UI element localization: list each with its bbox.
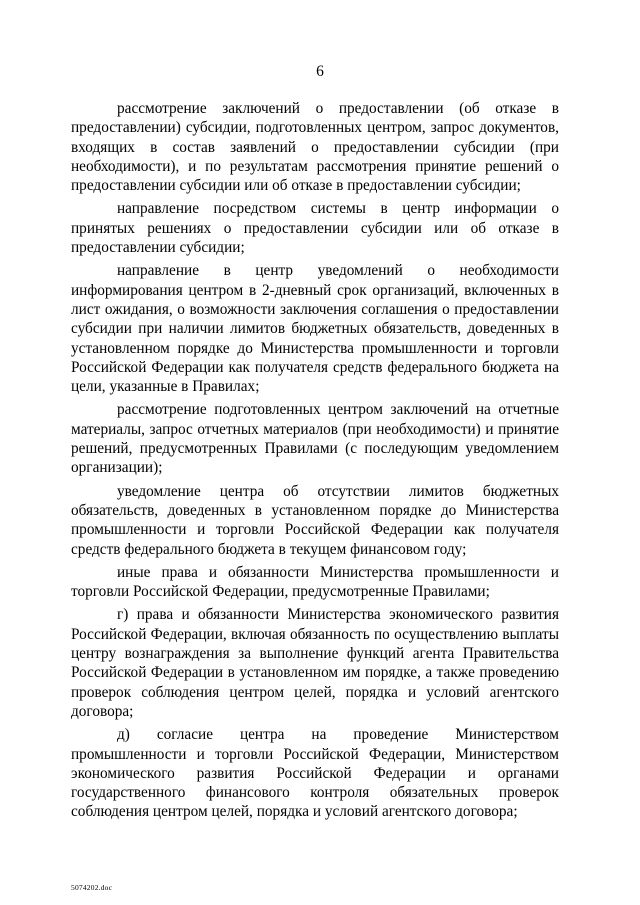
paragraph-notify-no-limits: уведомление центра об отсутствии лимитов бюджетных обязательств, доведенных в установленном порядке до Министерства промышленности и торговли Российской Федерации как получателя средств федерального бюджета в текущем финансовом году; <box>71 482 559 558</box>
paragraph-review-reports: рассмотрение подготовленных центром заключений на отчетные материалы, запрос отчетных материалов (при необходимости) и принятие решений, предусмотренных Правилами (с последующим уведомлением организации); <box>71 401 559 477</box>
paragraph-send-decisions: направление посредством системы в центр информации о принятых решениях о предоставлении субсидии или об отказе в предоставлении субсидии; <box>71 200 559 257</box>
paragraph-item-g: г) права и обязанности Министерства экономического развития Российской Федерации, включая обязанность по осуществлению выплаты центру вознаграждения за выполнение функций агента Правительства Российской Федерации в установленном им порядке, а также проведению проверок соблюдения центром целей, порядка и условий агентского договора; <box>71 606 559 720</box>
paragraph-other-rights: иные права и обязанности Министерства промышленности и торговли Российской Федерации, предусмотренные Правилами; <box>71 563 559 601</box>
paragraph-notify-waiting-list: направление в центр уведомлений о необходимости информирования центром в 2-дневный срок организаций, включенных в лист ожидания, о возможности заключения соглашения о предоставлении субсидии при наличии лимитов бюджетных обязательств, доведенных в установленном порядке до Министерства промышленности и торговли Российской Федерации как получателя средств федерального бюджета на цели, указанные в Правилах; <box>71 262 559 396</box>
page-number: 6 <box>316 63 324 80</box>
document-body <box>71 99 559 826</box>
document-file-code: 5074202.doc <box>71 883 113 892</box>
paragraph-review-conclusions: рассмотрение заключений о предоставлении (об отказе в предоставлении) субсидии, подготовленных центром, запрос документов, входящих в состав заявлений о предоставлении субсидии (при необходимости), и по результатам рассмотрения принятие решений о предоставлении субсидии или об отказе в предоставлении субсидии; <box>71 100 559 195</box>
paragraph-item-d: д) согласие центра на проведение Министерством промышленности и торговли Российской Федерации, Министерством экономического развития Российской Федерации и органами государственного финансового контроля обязательных проверок соблюдения центром целей, порядка и условий агентского договора; <box>71 726 559 821</box>
